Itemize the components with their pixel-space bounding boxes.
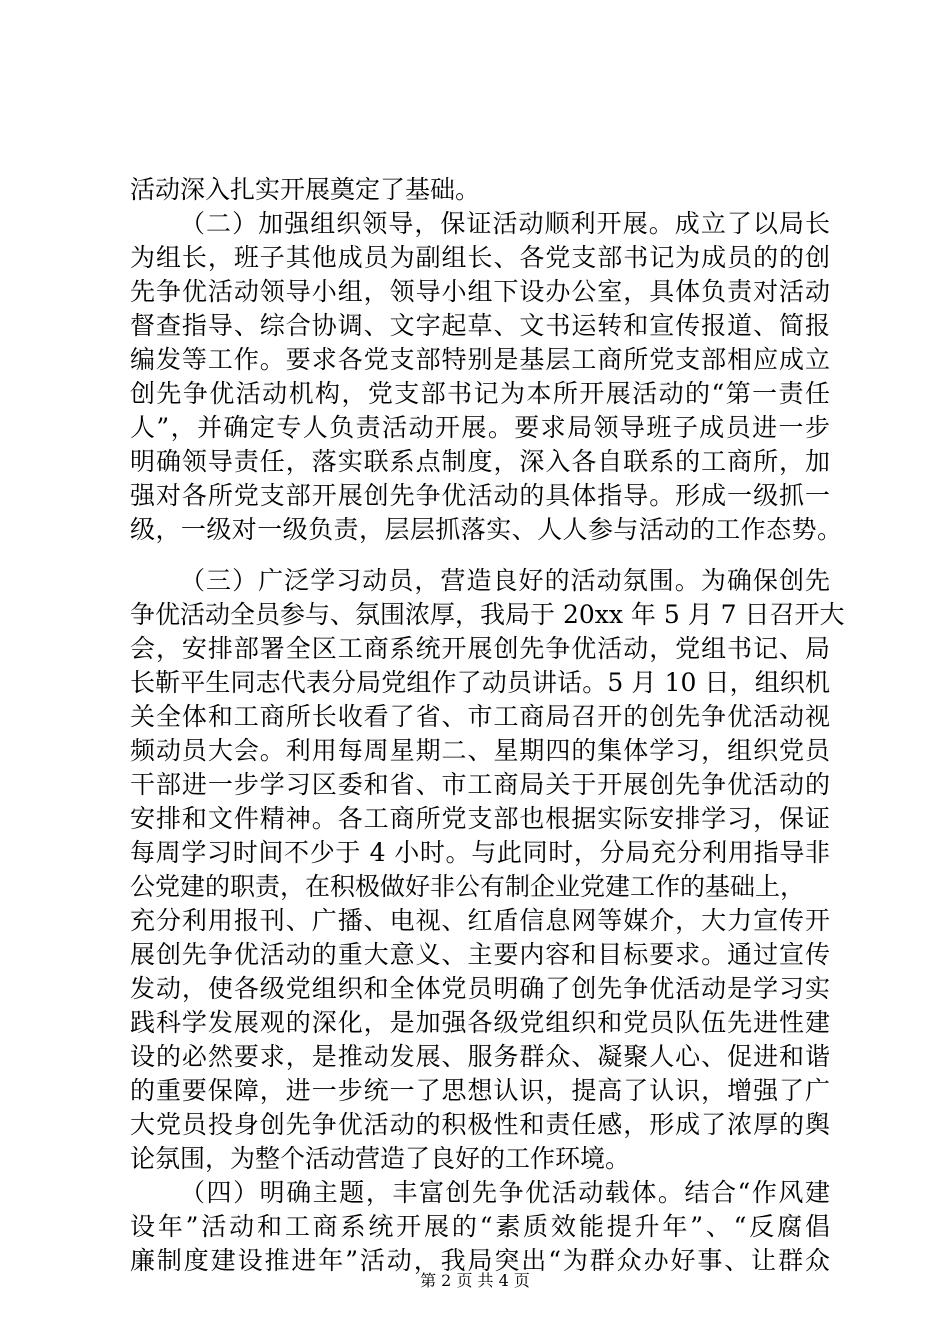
text-line: 干部进一步学习区委和省、市工商局关于开展创先争优活动的 xyxy=(130,770,830,799)
text-line: 创先争优活动机构，党支部书记为本所开展活动的“第一责任 xyxy=(130,379,830,408)
text-line: 编发等工作。要求各党支部特别是基层工商所党支部相应成立 xyxy=(130,345,830,374)
text-line: （三）广泛学习动员，营造良好的活动氛围。为确保创先 xyxy=(180,566,830,595)
text-line: 长靳平生同志代表分局党组作了动员讲话。5 月 10 日，组织机 xyxy=(130,668,830,697)
text-line: 关全体和工商所长收看了省、市工商局召开的创先争优活动视 xyxy=(130,702,830,731)
text-line: 廉制度建设推进年”活动，我局突出“为群众办好事、让群众 xyxy=(130,1246,830,1275)
text-line: （二）加强组织领导，保证活动顺利开展。成立了以局长 xyxy=(180,209,830,238)
text-line: 的重要保障，进一步统一了思想认识，提高了认识，增强了广 xyxy=(130,1076,830,1105)
text-line: 活动深入扎实开展奠定了基础。 xyxy=(130,175,481,204)
text-line: 践科学发展观的深化，是加强各级党组织和党员队伍先进性建 xyxy=(130,1008,830,1037)
text-line: 争优活动全员参与、氛围浓厚，我局于 20xx 年 5 月 7 日召开大 xyxy=(130,600,845,629)
text-line: 设的必然要求，是推动发展、服务群众、凝聚人心、促进和谐 xyxy=(130,1042,830,1071)
text-line: 充分利用报刊、广播、电视、红盾信息网等媒介，大力宣传开 xyxy=(130,906,830,935)
text-line: 先争优活动领导小组，领导小组下设办公室，具体负责对活动 xyxy=(130,277,830,306)
text-line: （四）明确主题，丰富创先争优活动载体。结合“作风建 xyxy=(180,1178,830,1207)
page-footer: 第 2 页 共 4 页 xyxy=(420,1271,530,1290)
text-line: 人”，并确定专人负责活动开展。要求局领导班子成员进一步 xyxy=(130,413,830,442)
text-line: 明确领导责任，落实联系点制度，深入各自联系的工商所，加 xyxy=(130,447,830,476)
text-line: 为组长，班子其他成员为副组长、各党支部书记为成员的的创 xyxy=(130,243,830,272)
text-line: 强对各所党支部开展创先争优活动的具体指导。形成一级抓一 xyxy=(130,481,830,510)
text-line: 设年”活动和工商系统开展的“素质效能提升年”、“反腐倡 xyxy=(130,1212,830,1241)
text-line: 频动员大会。利用每周星期二、星期四的集体学习，组织党员 xyxy=(130,736,830,765)
text-line: 会，安排部署全区工商系统开展创先争优活动，党组书记、局 xyxy=(130,634,830,663)
text-line: 大党员投身创先争优活动的积极性和责任感，形成了浓厚的舆 xyxy=(130,1110,830,1139)
text-line: 发动，使各级党组织和全体党员明确了创先争优活动是学习实 xyxy=(130,974,830,1003)
text-line: 督查指导、综合协调、文字起草、文书运转和宣传报道、简报 xyxy=(130,311,830,340)
text-line: 公党建的职责，在积极做好非公有制企业党建工作的基础上， xyxy=(130,872,806,901)
text-line: 展创先争优活动的重大意义、主要内容和目标要求。通过宣传 xyxy=(130,940,830,969)
text-line: 论氛围，为整个活动营造了良好的工作环境。 xyxy=(130,1144,631,1173)
text-line: 级，一级对一级负责，层层抓落实、人人参与活动的工作态势。 xyxy=(130,515,842,544)
text-line: 安排和文件精神。各工商所党支部也根据实际安排学习，保证 xyxy=(130,804,830,833)
text-line: 每周学习时间不少于 4 小时。与此同时，分局充分利用指导非 xyxy=(130,838,830,867)
